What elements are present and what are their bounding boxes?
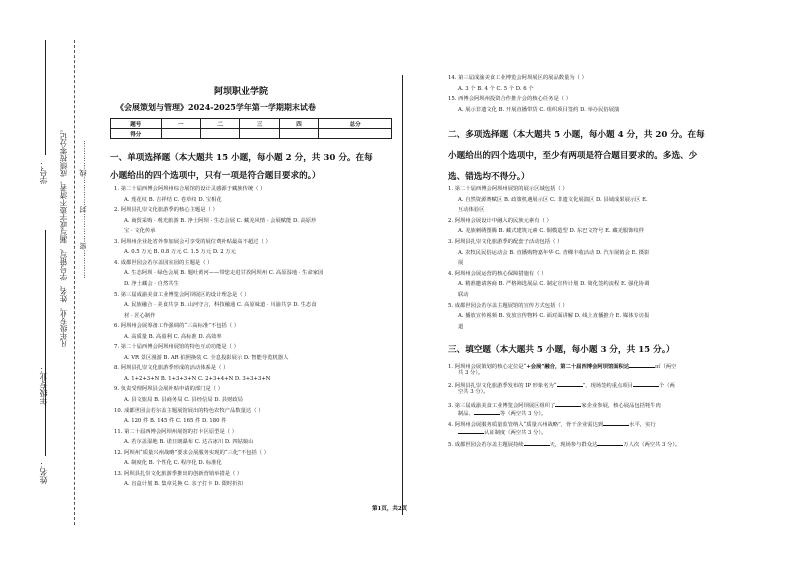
question-line: 联动	[458, 292, 469, 298]
class-underline	[45, 230, 46, 360]
fill-question-4-cont: 认证制度（两空共 3 分）。	[458, 428, 546, 436]
question-line: A. 高质量 B. 高盈利 C. 高标准 D. 高效率	[124, 333, 222, 340]
question-line: 道	[458, 323, 464, 330]
seal-line-text: …………密…………封…………线…………	[79, 140, 87, 279]
score-table	[110, 118, 392, 139]
question-line: A. 农牧民民俗运动会 B. 直播购物嘉年华 C. 青稞丰收活动 D. 汽车展销会 E. 摄影	[458, 249, 650, 256]
question-line: A. 精准邀请客商 B. 严格筛选展品 C. 制定宣传计划 D. 简化签约流程 E. 强化协调	[458, 281, 650, 288]
score-cell	[201, 129, 240, 139]
question-line: 互动体验区	[458, 207, 485, 214]
question-line: 2. 阿坝县扎崇文化旅游季的核心主题是（ ）	[114, 207, 218, 214]
question-line: 5. 成都世园会若尔盖主题展馆的宣传方式包括（ ）	[448, 302, 568, 309]
question-line: 7. 第二十届西博会阿坝州展馆的特色互动功能是（ ）	[114, 344, 239, 351]
question-line: 13. 阿坝县扎崇文化旅游季推出的创新营销举措是（ ）	[114, 470, 243, 477]
blank[interactable]	[458, 428, 484, 434]
question-line: 8. 阿坝县扎崇文化旅游季形成的活动体系是（ ）	[114, 365, 229, 372]
blank[interactable]	[474, 409, 500, 415]
student-id-underline	[45, 40, 46, 155]
page-footer: 第1页，共2页	[372, 506, 408, 512]
score-cell	[161, 129, 200, 139]
name-label: 姓名：	[39, 460, 48, 484]
score-cell	[279, 129, 318, 139]
question-line: A. 自然资源赛赋区 B. 政策机遇展示区 C. 非遗文化展演区 D. 县域成果展示区 E.	[458, 196, 648, 203]
question-line: A. 展示非遗文化 B. 开展直播带货 C. 组织项目签约 D. 举办民俗展演	[458, 106, 620, 113]
question-line: 9. 负责受理阿坝县会展补贴申请的部门是（ ）	[114, 386, 224, 393]
blank[interactable]	[557, 381, 583, 387]
question-line: 3. 阿坝州企业赴省外参加展会可享受的展位费补贴最高不超过（ ）	[114, 238, 271, 245]
blank[interactable]	[633, 381, 659, 387]
question-line: 4. 成都世园会若尔盖园室园的主题是（ ）	[114, 259, 213, 266]
seal-notice: 凡年级专业、姓名、学号错写、漏写或字迹不清者，成绩按零分记。	[59, 125, 68, 347]
question-line: 6. 阿坝州会展筹备工作强调的“三高标准”不包括（ ）	[114, 323, 240, 330]
score-value-row	[111, 129, 392, 139]
section2-title-line3: 选、错选均不得分。）	[448, 172, 530, 182]
question-line: 1. 第二十届西博会阿坝州综合展馆的设计灵感源于藏族传统（ ）	[114, 186, 266, 192]
score-header-row	[111, 119, 392, 129]
class-label: 年级专业：	[39, 365, 48, 405]
question-line: A. 盲盒计划 B. 集章兑换 C. 亲子打卡 D. 限时折扣	[124, 481, 243, 488]
question-line: 10. 成都世园会若尔盖主题展馆展出的特色农牧产品数量达（ ）	[114, 407, 264, 414]
question-line: A. 县文旅局 B. 县商务局 C. 县经信局 D. 县财政局	[124, 397, 243, 403]
question-line: 15. 西博会阿坝州投资合作推介会的核心任务是（ ）	[448, 96, 572, 102]
question-line: A. 120 件 B. 145 件 C. 165 件 D. 180 件	[124, 418, 227, 425]
question-line: A. 播放宣传视频 B. 发放宣传物料 C. 面对面讲解 D. 线上直播推介 E. 媒体专访报	[458, 313, 650, 320]
score-cell: 总分	[319, 119, 392, 129]
blank[interactable]	[597, 440, 623, 446]
score-cell	[240, 129, 279, 139]
section2-title-line2: 小题给出的四个选项中，至少有两项是符合题目要求的。多选、少	[448, 151, 698, 161]
fill-question-3: 3. 第三届成渝美食工业博览会阿坝展区组织了 家企业参展，核心展品包括牦牛肉	[448, 403, 661, 409]
question-line: D. 净土藏会 · 自然共生	[124, 280, 179, 287]
section3-title: 三、填空题（本大题共 5 小题，每小题 3 分，共 15 分。）	[448, 345, 675, 355]
question-line: A. 0.5 万元 B. 0.8 万元 C. 1.5 万元 D. 2 万元	[124, 249, 236, 256]
fill-question-3-cont: 制品、 等（两空共 3 分）。	[458, 411, 547, 417]
score-cell: 一	[161, 119, 200, 129]
blank[interactable]	[603, 420, 629, 426]
fill-question-4: 4. 阿坝州会展服务质量监管纳入“质量兴州战略”，骨干企业需达到 水平，实行	[448, 422, 656, 428]
question-line: 材 · 匠心制作	[124, 312, 156, 319]
school-name: 阿坝职业学院	[214, 87, 269, 97]
question-line: 12. 阿坝州“质量兴州战略”要求会展服务实现的“三化”不包括（ ）	[114, 449, 270, 456]
question-line: 11. 第二十届西博会阿坝州展馆的打卡区原型是（ ）	[114, 428, 238, 435]
blank[interactable]	[555, 401, 581, 407]
fill-question-2-cont: 空共 3 分）。	[458, 389, 489, 395]
question-line: 1. 第二十届西博会阿坝州展馆的展示区域包括（ ）	[448, 186, 568, 192]
question-line: A. 制度化 B. 个性化 C. 程序化 D. 标准化	[124, 460, 222, 467]
question-line: 展	[458, 260, 464, 267]
section1-title-line1: 一、单项选择题（本大题共 15 小题，每小题 2 分，共 30 分。在每	[110, 153, 373, 163]
question-line: A. 民族融合 · 美食共享 B. 山河守言，科技融通 C. 高原味道 · 川渝共享 D. 生态食	[124, 302, 317, 309]
fill-question-1-cont: 共 3 分）。	[458, 370, 484, 376]
score-cell	[319, 129, 392, 139]
score-cell: 三	[240, 119, 279, 129]
section2-title-line1: 二、多项选择题（本大题共 5 小题，每小题 4 分，共 20 分。在每	[448, 130, 705, 140]
question-line: A. 商贸采购 · 观光旅游 B. 净土阿坝 · 生态会展 C. 藏羌风情 · 会展赋能 D. 高原珍	[124, 217, 317, 224]
score-cell: 四	[279, 119, 318, 129]
question-line: A. 莲花纹 B. 吉祥结 C. 卷草纹 D. 宝相花	[124, 196, 222, 203]
question-line: A. 若尔盖湿地 B. 诺日朗瀑布 C. 达古冰川 D. 四姑娘山	[124, 439, 254, 446]
question-line: A. 羌族刺绣图腾 B. 藏式建筑元素 C. 铜模造型 D. 东巴文符号 E. 藏羌服饰纹样	[458, 228, 645, 235]
seal-line	[74, 40, 75, 525]
question-line: A. 3 个 B. 4 个 C. 5 个 D. 6 个	[458, 85, 534, 92]
score-cell: 二	[201, 119, 240, 129]
column-divider	[402, 75, 403, 515]
student-id-label: 学号：	[39, 160, 48, 184]
exam-title: 《会展策划与管理》2024-2025学年第一学期期末试卷	[116, 102, 316, 112]
score-cell: 题号	[111, 119, 162, 129]
question-line: A. 生态阿坝 · 绿色会展 B. 题吐黄河——带您走进甘孜阿坝州 C. 高原湿地 · 生命家园	[124, 270, 324, 277]
question-line: 宝 · 文化传承	[124, 228, 156, 235]
fill-question-2: 2. 阿坝县扎崇文化旅游季发布的 IP 形象名为“ ”，现场签约重点项目 个（两	[448, 383, 675, 389]
question-line: 5. 第三届成渝美食工业博览会阿坝展区的设计理念是（ ）	[114, 291, 250, 298]
question-line: 3. 阿坝县扎崇文化旅游季的配套子活动包括（ ）	[448, 239, 563, 245]
section1-title-line2: 小题给出的四个选项中，只有一项是符合题目要求的。）	[110, 171, 321, 181]
question-line: A. 1+2+3+N B. 1+3+3+N C. 2+3+4+N D. 3+3+3+N	[124, 375, 271, 382]
score-cell: 得分	[111, 129, 162, 139]
question-line: A. VR 景区漫游 B. AR 拍照换装 C. 全息投影展示 D. 智能导览机器人	[124, 354, 289, 361]
question-line: 4. 阿坝州会展运营的核心保障措施有（ ）	[448, 270, 547, 277]
question-line: 2. 阿坝州会展设计中融入的民族元素有（ ）	[448, 217, 552, 224]
blank[interactable]	[524, 440, 550, 446]
fill-question-1: 1. 阿坝州会展策划的核心定位是“+会展”融合，第二十届西博会阿坝馆面积达 ㎡（两空	[448, 364, 677, 370]
blank[interactable]	[629, 362, 655, 368]
fill-question-5: 5. 成都世园会若尔盖主题展持续 天，现场参与群众达 万人次（两空共 3 分）。	[448, 442, 681, 448]
question-line: 14. 第三届成渝美食工业博览会阿坝展区的展品数量为（ ）	[448, 75, 587, 81]
